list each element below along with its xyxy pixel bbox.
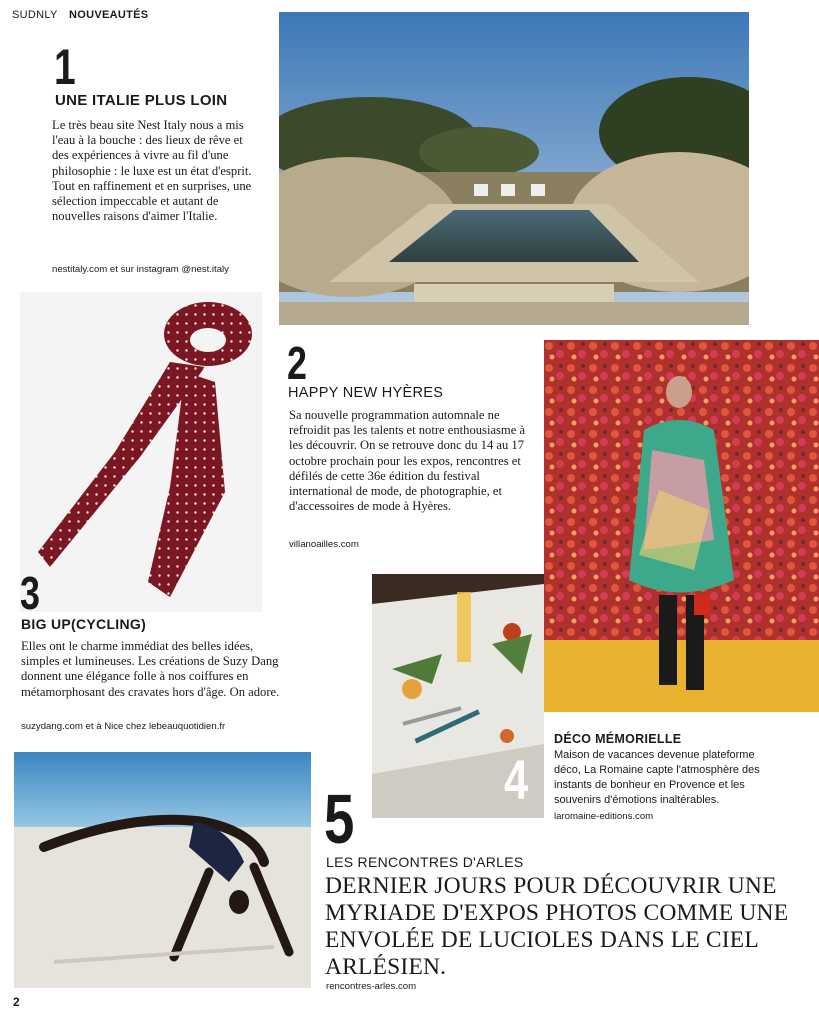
page-number: 2 [13,995,20,1009]
fashion-photo [544,340,819,712]
item5-source: rencontres-arles.com [326,981,417,992]
item4-source: laromaine-editions.com [554,811,654,822]
item2-source: villanoailles.com [289,539,359,550]
item4-number: 4 [504,748,529,811]
acrobat-photo [14,752,311,988]
item5-number: 5 [324,780,355,858]
item2-title: HAPPY NEW HYÈRES [288,385,444,401]
item1-number: 1 [54,39,76,95]
section-title: NOUVEAUTÉS [68,9,149,21]
item1-body: Le très beau site Nest Italy nous a mis l'eau à la bouche : des lieux de rêve et des expériences à vivre au fil d'une philosophie : le luxe est un état d'esprit. Tout en raffinement et en surprises, une sélection impeccable et autant de nouvelles raisons d'aimer l'Italie. [52,118,252,224]
pool-photo [279,12,749,325]
scrunchie-photo [20,292,262,612]
item5-title: LES RENCONTRES D'ARLES [326,854,524,870]
item3-number: 3 [20,567,40,619]
item1-source: nestitaly.com et sur instagram @nest.italy [52,264,229,275]
item2-body: Sa nouvelle programmation automnale ne refroidit pas les talents et notre enthousiasme à les découvrir. On se retrouve donc du 14 au 17 octobre prochain pour les expos, rencontres et défilés de cette 36e édition du festival international de mode, de photographie, et d'accessoires de mode à Hyères. [289,408,526,514]
item3-body: Elles ont le charme immédiat des belles idées, simples et lumineuses. Les créations de Suzy Dang donnent une élégance folle à nos coiffures en métamorphosant des cravates hors d'âge. On adore. [21,639,280,699]
item1-title: UNE ITALIE PLUS LOIN [55,92,228,109]
item4-body: Maison de vacances devenue plateforme déco, La Romaine capte l'atmosphère des instants de bonheur en Provence et les souvenirs d'émotions inaltérables. [554,749,760,806]
brand-name: SUDNLY [12,9,58,21]
item4-title: DÉCO MÉMORIELLE [554,732,682,746]
item5-body: DERNIER JOURS POUR DÉCOUVRIR UNE MYRIADE D'EXPOS PHOTOS COMME UNE ENVOLÉE DE LUCIOLES DANS LE CIEL ARLÉSIEN. [325,873,789,980]
item3-title: BIG UP(CYCLING) [21,616,147,632]
item3-source: suzydang.com et à Nice chez lebeauquotidien.fr [21,721,226,732]
page-header [12,9,148,21]
item2-number: 2 [287,337,307,389]
